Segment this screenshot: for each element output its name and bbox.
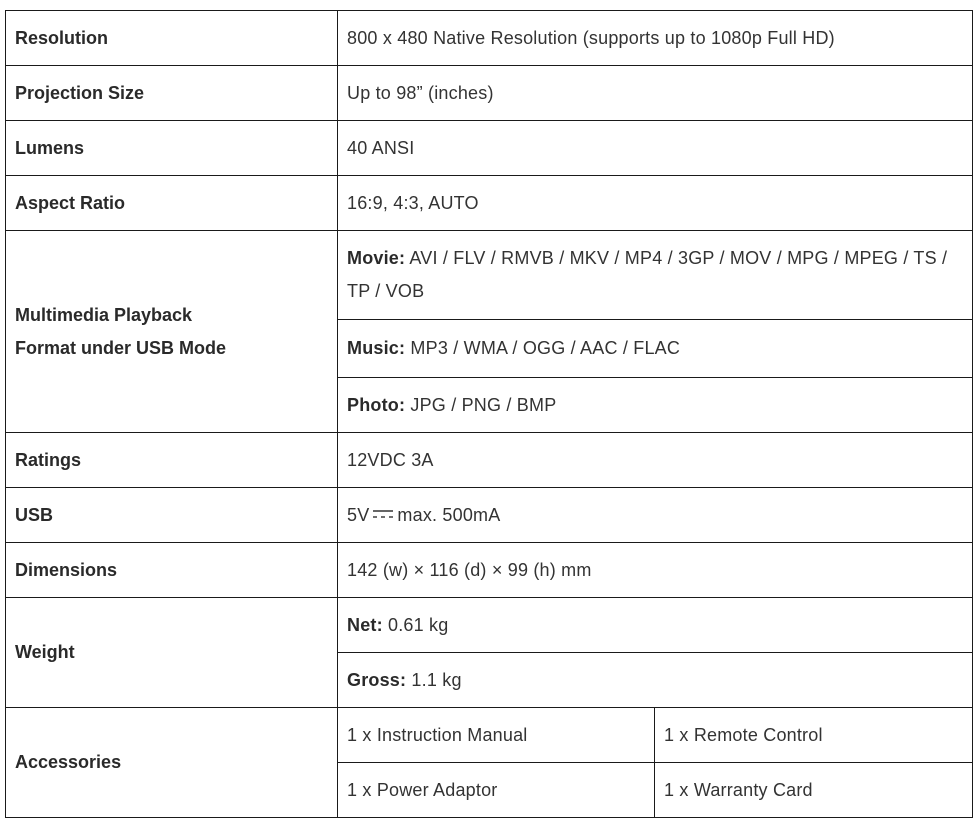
spec-value: 16:9, 4:3, AUTO: [338, 176, 973, 231]
spec-row-weight-net: [6, 598, 973, 653]
spec-row-lumens: [6, 121, 973, 176]
spec-label: USB: [6, 488, 338, 543]
accessory-item: 1 x Power Adaptor: [338, 763, 655, 818]
spec-value: 142 (w) × 116 (d) × 99 (h) mm: [338, 543, 973, 598]
spec-value: 800 x 480 Native Resolution (supports up to 1080p Full HD): [338, 11, 973, 66]
spec-row-aspect-ratio: [6, 176, 973, 231]
usb-current: max. 500mA: [397, 504, 501, 525]
dc-current-icon: [372, 509, 394, 519]
spec-value: 40 ANSI: [338, 121, 973, 176]
photo-formats: JPG / PNG / BMP: [405, 394, 557, 415]
accessory-item: 1 x Warranty Card: [655, 763, 973, 818]
spec-value: Up to 98” (inches): [338, 66, 973, 121]
net-key: Net:: [347, 614, 383, 635]
specifications-table: [5, 10, 973, 818]
spec-row-multimedia-movie: [6, 231, 973, 320]
net-value: 0.61 kg: [382, 614, 449, 635]
spec-row-accessories-1: [6, 708, 973, 763]
spec-row-projection-size: [6, 66, 973, 121]
spec-label: Resolution: [6, 11, 338, 66]
spec-value-net: [338, 598, 973, 653]
spec-label: Projection Size: [6, 66, 338, 121]
spec-value-photo: [338, 378, 973, 433]
spec-label: Lumens: [6, 121, 338, 176]
photo-key: Photo:: [347, 394, 406, 415]
usb-voltage: 5V: [347, 504, 370, 525]
spec-label: Dimensions: [6, 543, 338, 598]
spec-label: Accessories: [6, 708, 338, 818]
accessory-item: 1 x Instruction Manual: [338, 708, 655, 763]
spec-row-dimensions: [6, 543, 973, 598]
gross-value: 1.1 kg: [406, 669, 462, 690]
spec-row-resolution: [6, 11, 973, 66]
movie-formats: AVI / FLV / RMVB / MKV / MP4 / 3GP / MOV / MPG / MPEG / TS / TP / VOB: [347, 248, 948, 301]
accessory-item: 1 x Remote Control: [655, 708, 973, 763]
music-formats: MP3 / WMA / OGG / AAC / FLAC: [405, 338, 681, 358]
spec-value-music: [338, 320, 973, 378]
gross-key: Gross:: [347, 669, 407, 690]
spec-value-movie: [338, 231, 973, 320]
spec-row-usb: [6, 488, 973, 543]
spec-value: 12VDC 3A: [338, 433, 973, 488]
music-key: Music:: [347, 338, 406, 358]
spec-value-gross: [338, 653, 973, 708]
spec-value: [338, 488, 973, 543]
spec-label: Weight: [6, 598, 338, 708]
spec-row-ratings: [6, 433, 973, 488]
spec-label: Multimedia Playback Format under USB Mode: [6, 231, 338, 433]
spec-label: Ratings: [6, 433, 338, 488]
movie-key: Movie:: [347, 248, 406, 268]
spec-label: Aspect Ratio: [6, 176, 338, 231]
